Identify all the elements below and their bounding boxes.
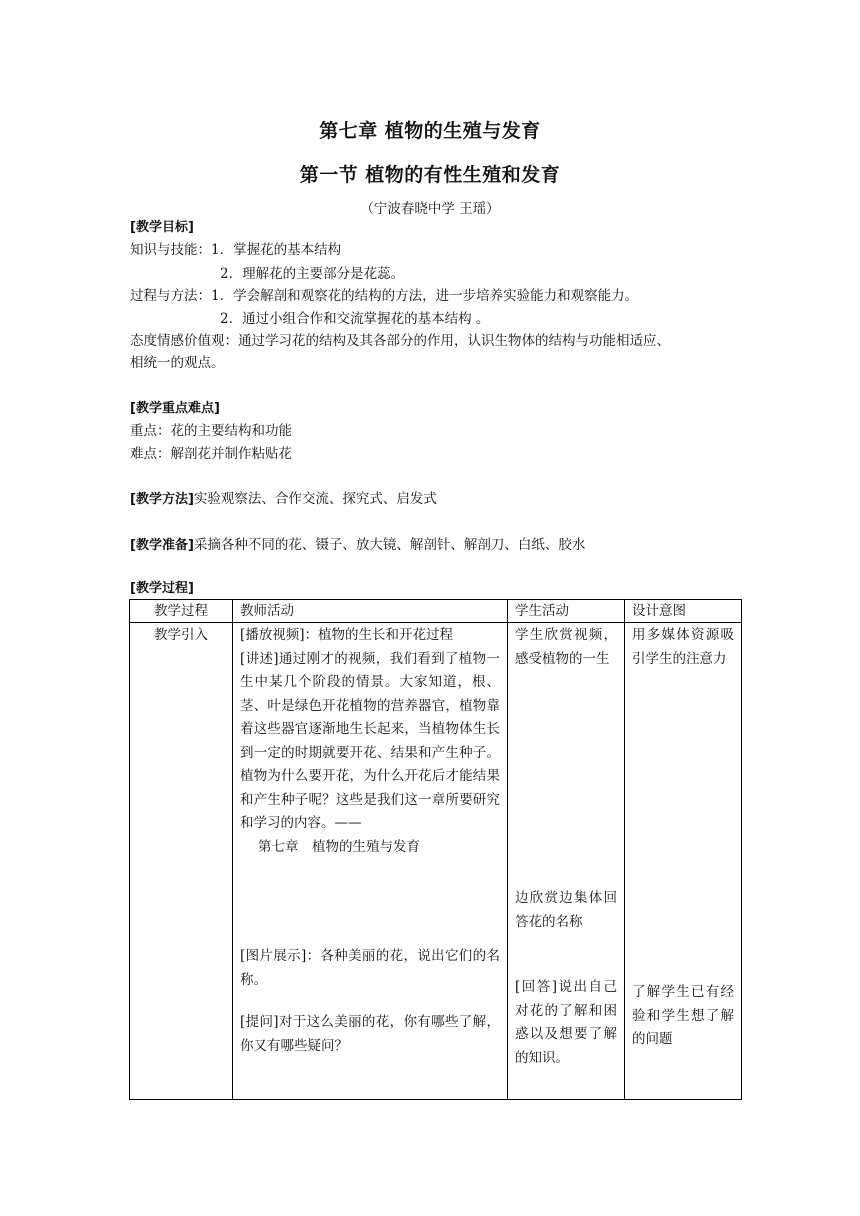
teacher-text-4: [图片展示]：各种美丽的花，说出它们的名称。 [240,948,500,988]
objective-process-1: 过程与方法：1．学会解剖和观察花的结构的方法，进一步培养实验能力和观察能力。 [130,288,639,304]
author-line: （宁波春晓中学 王瑶） [360,201,500,217]
process-heading: [教学过程] [130,581,194,596]
table-row [130,623,742,1100]
preparation-line [130,535,585,556]
objectives-heading: [教学目标] [130,220,194,235]
table-header-row [130,600,742,623]
keypoint-difficulty: 难点：解剖花并制作粘贴花 [130,446,292,462]
process-table [129,599,742,1100]
student-text-1: 学生欣赏视频，感受植物的一生 [515,627,617,667]
column-header-teacher: 教师活动 [233,600,508,623]
spacer [240,859,500,907]
methods-heading: [教学方法] [130,492,194,507]
column-header-intent: 设计意图 [625,600,742,623]
column-header-stage: 教学过程 [130,600,233,623]
objective-knowledge-1: 知识与技能：1．掌握花的基本结构 [130,242,342,258]
teacher-text-2: [讲述]通过刚才的视频，我们看到了植物一生中某几个阶段的情景。大家知道，根、茎、叶是绿色开花植物的营养器官，植物靠着这些器官逐渐地生长起来，当植物体生长到一定的时期就要开花、结果和产生种子。植物为什么要开花，为什么开花后才能结果和产生种子呢？这些是我们这一章所要研究和学习的内容。—— [240,650,500,831]
methods-line [130,489,437,510]
methods-text: 实验观察法、合作交流、探究式、启发式 [193,491,437,507]
intent-text-2: 了解学生已有经验和学生想了解的问题 [632,984,734,1047]
student-text-3: [回答]说出自己对花的了解和困惑以及想要了解的知识。 [515,979,617,1066]
chapter-title: 第七章 植物的生殖与发育 [319,120,541,142]
keypoints-heading: [教学重点难点] [130,401,220,416]
objective-attitude-1: 态度情感价值观：通过学习花的结构及其各部分的作用，认识生物体的结构与功能相适应、 [130,333,670,349]
column-header-student: 学生活动 [508,600,625,623]
objective-process-2: 2．通过小组合作和交流掌握花的基本结构 。 [220,311,490,327]
objective-attitude-2: 相统一的观点。 [130,355,225,371]
objective-knowledge-2: 2．理解花的主要部分是花蕊。 [220,266,405,282]
section-title: 第一节 植物的有性生殖和发育 [299,164,561,186]
preparation-text: 采摘各种不同的花、镊子、放大镜、解剖针、解剖刀、白纸、胶水 [193,537,586,553]
student-activity-cell [508,623,625,1100]
intent-text-1: 用多媒体资源吸引学生的注意力 [632,627,734,667]
spacer [515,671,617,887]
teacher-text-1: [播放视频]：植物的生长和开花过程 [240,627,454,643]
design-intent-cell [625,623,742,1100]
keypoint-key: 重点：花的主要结构和功能 [130,423,292,439]
spacer [240,992,500,1011]
stage-cell: 教学引入 [130,623,233,1100]
preparation-heading: [教学准备] [130,538,194,553]
spacer [515,934,617,976]
teacher-text-3: 第七章 植物的生殖与发育 [258,838,420,855]
teacher-text-5: [提问]对于这么美丽的花，你有哪些了解，你又有哪些疑问？ [240,1014,500,1054]
student-text-2: 边欣赏边集体回答花的名称 [515,890,617,930]
teacher-activity-cell [233,623,508,1100]
spacer [632,671,734,981]
